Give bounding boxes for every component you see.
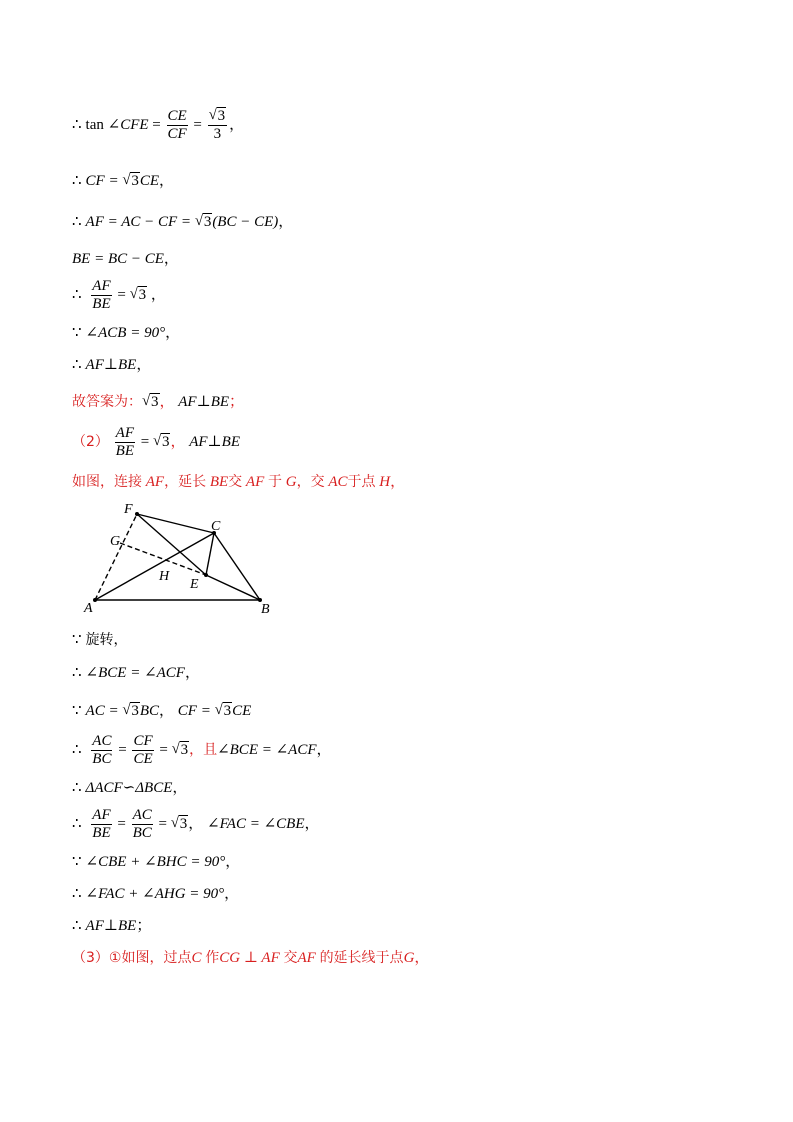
line-af-eq: ∴ AF = AC − CF = √ 3(BC − CE)， [72, 213, 294, 230]
line-part-3: （3）①如图，过点C 作CG ⊥ AF 交AF 的延长线于点G， [72, 950, 430, 966]
sqrt-symbol: √ 3 [142, 393, 159, 410]
line-cf-eq: ∴ CF = √ 3CE， [72, 172, 175, 189]
line-af-perp-be: ∴ AF⊥BE， [72, 357, 152, 373]
label-c: C [211, 519, 221, 534]
line-angle-sum-2: ∴ ∠FAC + ∠AHG = 90°， [72, 886, 240, 902]
sqrt-symbol: √ 3 [129, 285, 147, 303]
line-af-be-ratio: ∴ $\frac{AF}{BE}$ = √ 3 ， [72, 278, 166, 312]
label-a: A [84, 601, 93, 616]
fraction-af-be: $\frac{AF}{BE}$ [92, 278, 111, 312]
sqrt-symbol: √ 3 [171, 740, 189, 758]
fraction-af-be: $\frac{AF}{BE}$ [115, 425, 134, 459]
sqrt-symbol: √ 3 [170, 814, 188, 832]
label-b: B [261, 602, 270, 617]
line-angle-eq: ∴ ∠BCE = ∠ACF， [72, 665, 200, 681]
sqrt-symbol: √ 3 [194, 213, 212, 230]
fraction-af-be: $\frac{AF}{BE}$ [92, 807, 111, 841]
line-rotation: ∵ 旋转， [72, 632, 128, 648]
segment-af-dashed [95, 514, 137, 600]
line-be-eq: BE = BC − CE， [72, 251, 179, 267]
line-ac-cf: ∵ AC = √ 3BC， CF = √ 3CE [72, 702, 252, 719]
fraction-sqrt3-over-3: √ 3 3 [208, 107, 226, 142]
geometry-diagram [80, 498, 285, 620]
sqrt-symbol: √ 3 [122, 172, 139, 189]
line-af-perp-be-2: ∴ AF⊥BE； [72, 918, 152, 934]
line-angle-acb: ∵ ∠ACB = 90°， [72, 325, 181, 341]
label-h: H [159, 569, 170, 584]
sqrt-symbol: √ 3 [214, 702, 232, 719]
label-g: G [110, 534, 121, 549]
line-answer-1: 故答案为： √ 3， AF⊥BE； [72, 393, 245, 410]
line-construction: 如图，连接 AF，延长 BE交 AF 于 G，交 AC于点 H， [72, 474, 406, 490]
line-part-2-answer: （2） $\frac{AF}{BE}$ = √ 3， AF⊥BE [72, 425, 240, 459]
label-e: E [190, 577, 199, 592]
sqrt-symbol: √ 3 [152, 432, 170, 450]
line-angle-sum-1: ∵ ∠CBE + ∠BHC = 90°， [72, 854, 241, 870]
line-ratio-angles: ∴ $\frac{AF}{BE}$ = $\frac{AC}{BC}$ = √ 3， ∠FAC = ∠CBE， [72, 807, 320, 841]
fraction-ce-cf: $\frac{CE}{CF}$ [167, 108, 187, 142]
fraction-ac-bc: $\frac{AC}{BC}$ [92, 733, 112, 767]
point-a [93, 598, 97, 602]
point-f [135, 512, 139, 516]
fraction-ac-bc: $\frac{AC}{BC}$ [132, 807, 152, 841]
point-e [204, 573, 208, 577]
label-f: F [124, 502, 133, 517]
sqrt-symbol: √ 3 [208, 107, 226, 124]
line-similar-triangles: ∴ ΔACF∽ΔBCE， [72, 780, 188, 796]
fraction-cf-ce: $\frac{CF}{CE}$ [133, 733, 153, 767]
sqrt-symbol: √ 3 [122, 702, 139, 719]
line-tan-cfe: ∴ tan ∠CFE = $\frac{CE}{CF}$ = √ 3 3 ， [72, 107, 245, 142]
segment-ce [206, 533, 214, 575]
line-ratios-similar: ∴ $\frac{AC}{BC}$ = $\frac{CF}{CE}$ = √ 3，且∠BCE = ∠ACF， [72, 733, 332, 767]
